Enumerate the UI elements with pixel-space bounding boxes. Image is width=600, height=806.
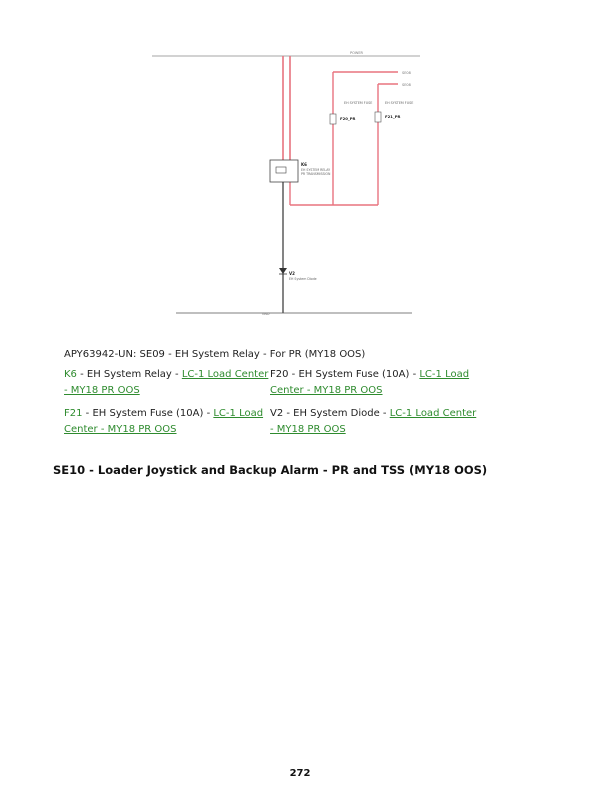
- section-heading: SE10 - Loader Joystick and Backup Alarm - PR and TSS (MY18 OOS): [53, 463, 488, 477]
- f21-name: F21_PR: [385, 114, 401, 119]
- legend-code: F21: [64, 408, 83, 419]
- legend-link[interactable]: LC-1 Load Center - MY18 PR OOS: [270, 369, 470, 396]
- wire-label-se08-upper: SE08: [402, 71, 411, 75]
- f20-title: EH SYSTEM FUSE: [344, 101, 373, 105]
- v2-desc: EH System Diode: [289, 277, 317, 281]
- legend-desc: - EH System Diode -: [283, 408, 390, 419]
- legend-item-f20: [270, 367, 480, 399]
- f20-name: F20_PR: [340, 116, 356, 121]
- k6-name: K6: [301, 162, 307, 167]
- page-number: 272: [289, 768, 311, 779]
- legend-link[interactable]: LC-1 Load Center - MY18 PR OOS: [270, 408, 477, 435]
- legend-link[interactable]: LC-1 Load Center - MY18 PR OOS: [64, 369, 269, 396]
- fuse-f20-symbol: [330, 114, 336, 124]
- component-legend: [64, 367, 484, 438]
- legend-item-f21: [64, 406, 270, 438]
- legend-code: V2: [270, 408, 284, 419]
- relay-k6-box: [270, 160, 298, 182]
- ground-label: GND: [262, 312, 270, 316]
- legend-desc: - EH System Fuse (10A) -: [82, 408, 214, 419]
- k6-desc: EH SYSTEM RELAY: [301, 168, 331, 172]
- figure-caption: APY63942-UN: SE09 - EH System Relay - For PR (MY18 OOS): [64, 349, 366, 360]
- legend-item-v2: [270, 406, 480, 438]
- v2-name: V2: [289, 271, 295, 276]
- legend-link[interactable]: LC-1 Load Center - MY18 PR OOS: [64, 408, 264, 435]
- legend-desc: - EH System Fuse (10A) -: [288, 369, 420, 380]
- k6-sub: PR TRANSMISSION: [301, 172, 331, 176]
- legend-desc: - EH System Relay -: [76, 369, 182, 380]
- wire-label-se08-lower: SE08: [402, 83, 411, 87]
- legend-item-k6: [64, 367, 270, 399]
- legend-code: F20: [270, 369, 289, 380]
- legend-code: K6: [64, 369, 77, 380]
- fuse-f21-symbol: [375, 112, 381, 122]
- wiring-schematic: [0, 0, 600, 330]
- f21-title: EH SYSTEM FUSE: [385, 101, 414, 105]
- diode-v2-symbol: [279, 268, 287, 274]
- power-label: POWER: [350, 51, 363, 55]
